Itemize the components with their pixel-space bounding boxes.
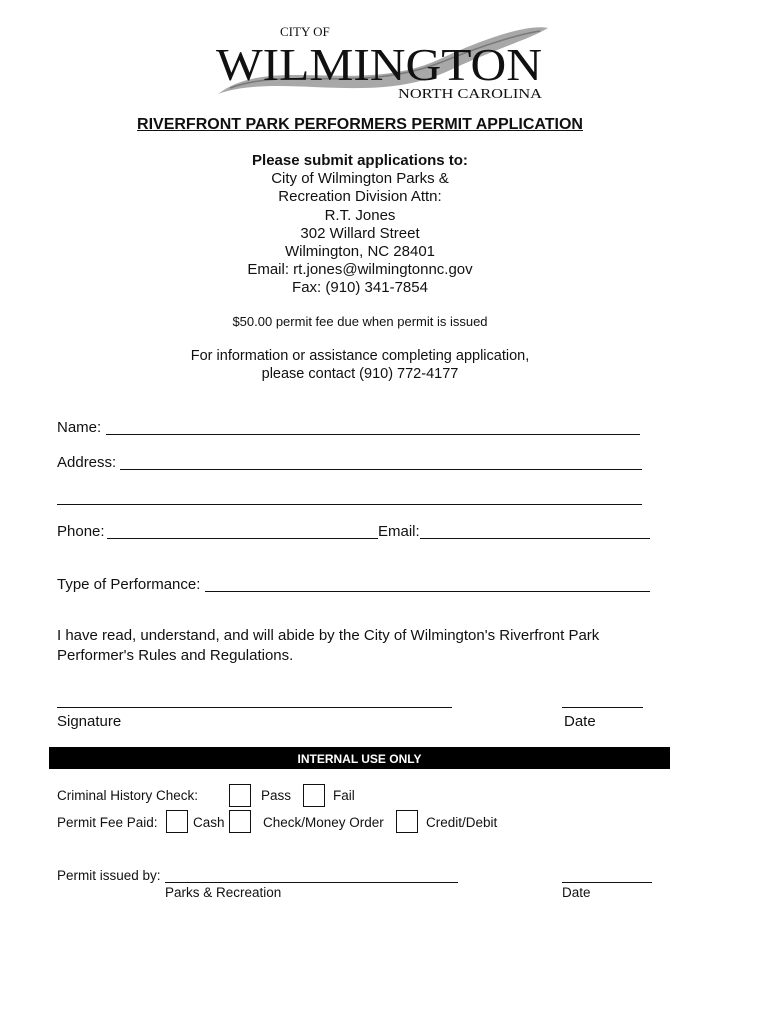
address-line: 302 Willard Street <box>300 224 420 242</box>
address-line-fax: Fax: (910) 341-7854 <box>292 279 428 297</box>
credit-debit-label: Credit/Debit <box>426 815 498 830</box>
fee-paid-label: Permit Fee Paid: <box>57 815 158 830</box>
city-logo-graphic <box>210 14 550 104</box>
address-line-email: Email: rt.jones@wilmingtonnc.gov <box>247 261 473 279</box>
pass-label: Pass <box>261 788 292 803</box>
address-field[interactable] <box>120 469 642 470</box>
check-money-order-label: Check/Money Order <box>263 815 384 830</box>
email-label: Email: <box>378 523 420 540</box>
issued-by-label: Permit issued by: <box>57 868 161 883</box>
address-line: Wilmington, NC 28401 <box>284 243 436 261</box>
agreement-statement: I have read, understand, and will abide by the City of Wilmington's Riverfront Park Performer's Rules and Regulations. <box>57 627 600 664</box>
phone-field[interactable] <box>107 538 378 539</box>
info-line: please contact (910) 772-4177 <box>261 366 459 382</box>
performance-type-label: Type of Performance: <box>57 576 201 593</box>
address-line: City of Wilmington Parks & <box>271 170 449 188</box>
fail-label: Fail <box>333 788 355 803</box>
name-label: Name: <box>57 419 102 436</box>
address-line: R.T. Jones <box>324 206 396 224</box>
issued-date-label: Date <box>562 885 591 900</box>
signature-date-field[interactable] <box>562 707 643 708</box>
logo-city-of: CITY OF <box>280 24 330 39</box>
parks-rec-label: Parks & Recreation <box>165 885 282 900</box>
issued-by-field[interactable] <box>165 882 458 883</box>
criminal-check-label: Criminal History Check: <box>57 788 199 803</box>
info-line: For information or assistance completing application, <box>190 348 530 364</box>
issued-date-field[interactable] <box>562 882 652 883</box>
info-note <box>0 347 720 383</box>
cash-checkbox[interactable] <box>166 810 188 833</box>
logo-state: NORTH CAROLINA <box>398 87 544 102</box>
phone-label: Phone: <box>57 523 105 540</box>
address-line: Recreation Division Attn: <box>278 188 442 206</box>
name-field[interactable] <box>106 434 640 435</box>
cash-label: Cash <box>193 815 225 830</box>
city-logo <box>210 14 550 104</box>
signature-label: Signature <box>57 713 122 730</box>
address-field-line-2[interactable] <box>57 504 642 505</box>
submission-address <box>0 152 720 298</box>
form-title: RIVERFRONT PARK PERFORMERS PERMIT APPLICATION <box>137 116 583 133</box>
pass-checkbox[interactable] <box>229 784 251 807</box>
performance-type-field[interactable] <box>205 591 650 592</box>
credit-debit-checkbox[interactable] <box>396 810 418 833</box>
fail-checkbox[interactable] <box>303 784 325 807</box>
email-field[interactable] <box>420 538 650 539</box>
submit-heading: Please submit applications to: <box>252 152 468 169</box>
logo-city-name: WILMINGTON <box>216 39 542 90</box>
signature-date-label: Date <box>564 713 596 730</box>
address-label: Address: <box>57 454 117 471</box>
check-money-order-checkbox[interactable] <box>229 810 251 833</box>
internal-use-header: INTERNAL USE ONLY <box>49 747 670 769</box>
signature-field[interactable] <box>57 707 452 708</box>
fee-note: $50.00 permit fee due when permit is issued <box>232 314 488 329</box>
